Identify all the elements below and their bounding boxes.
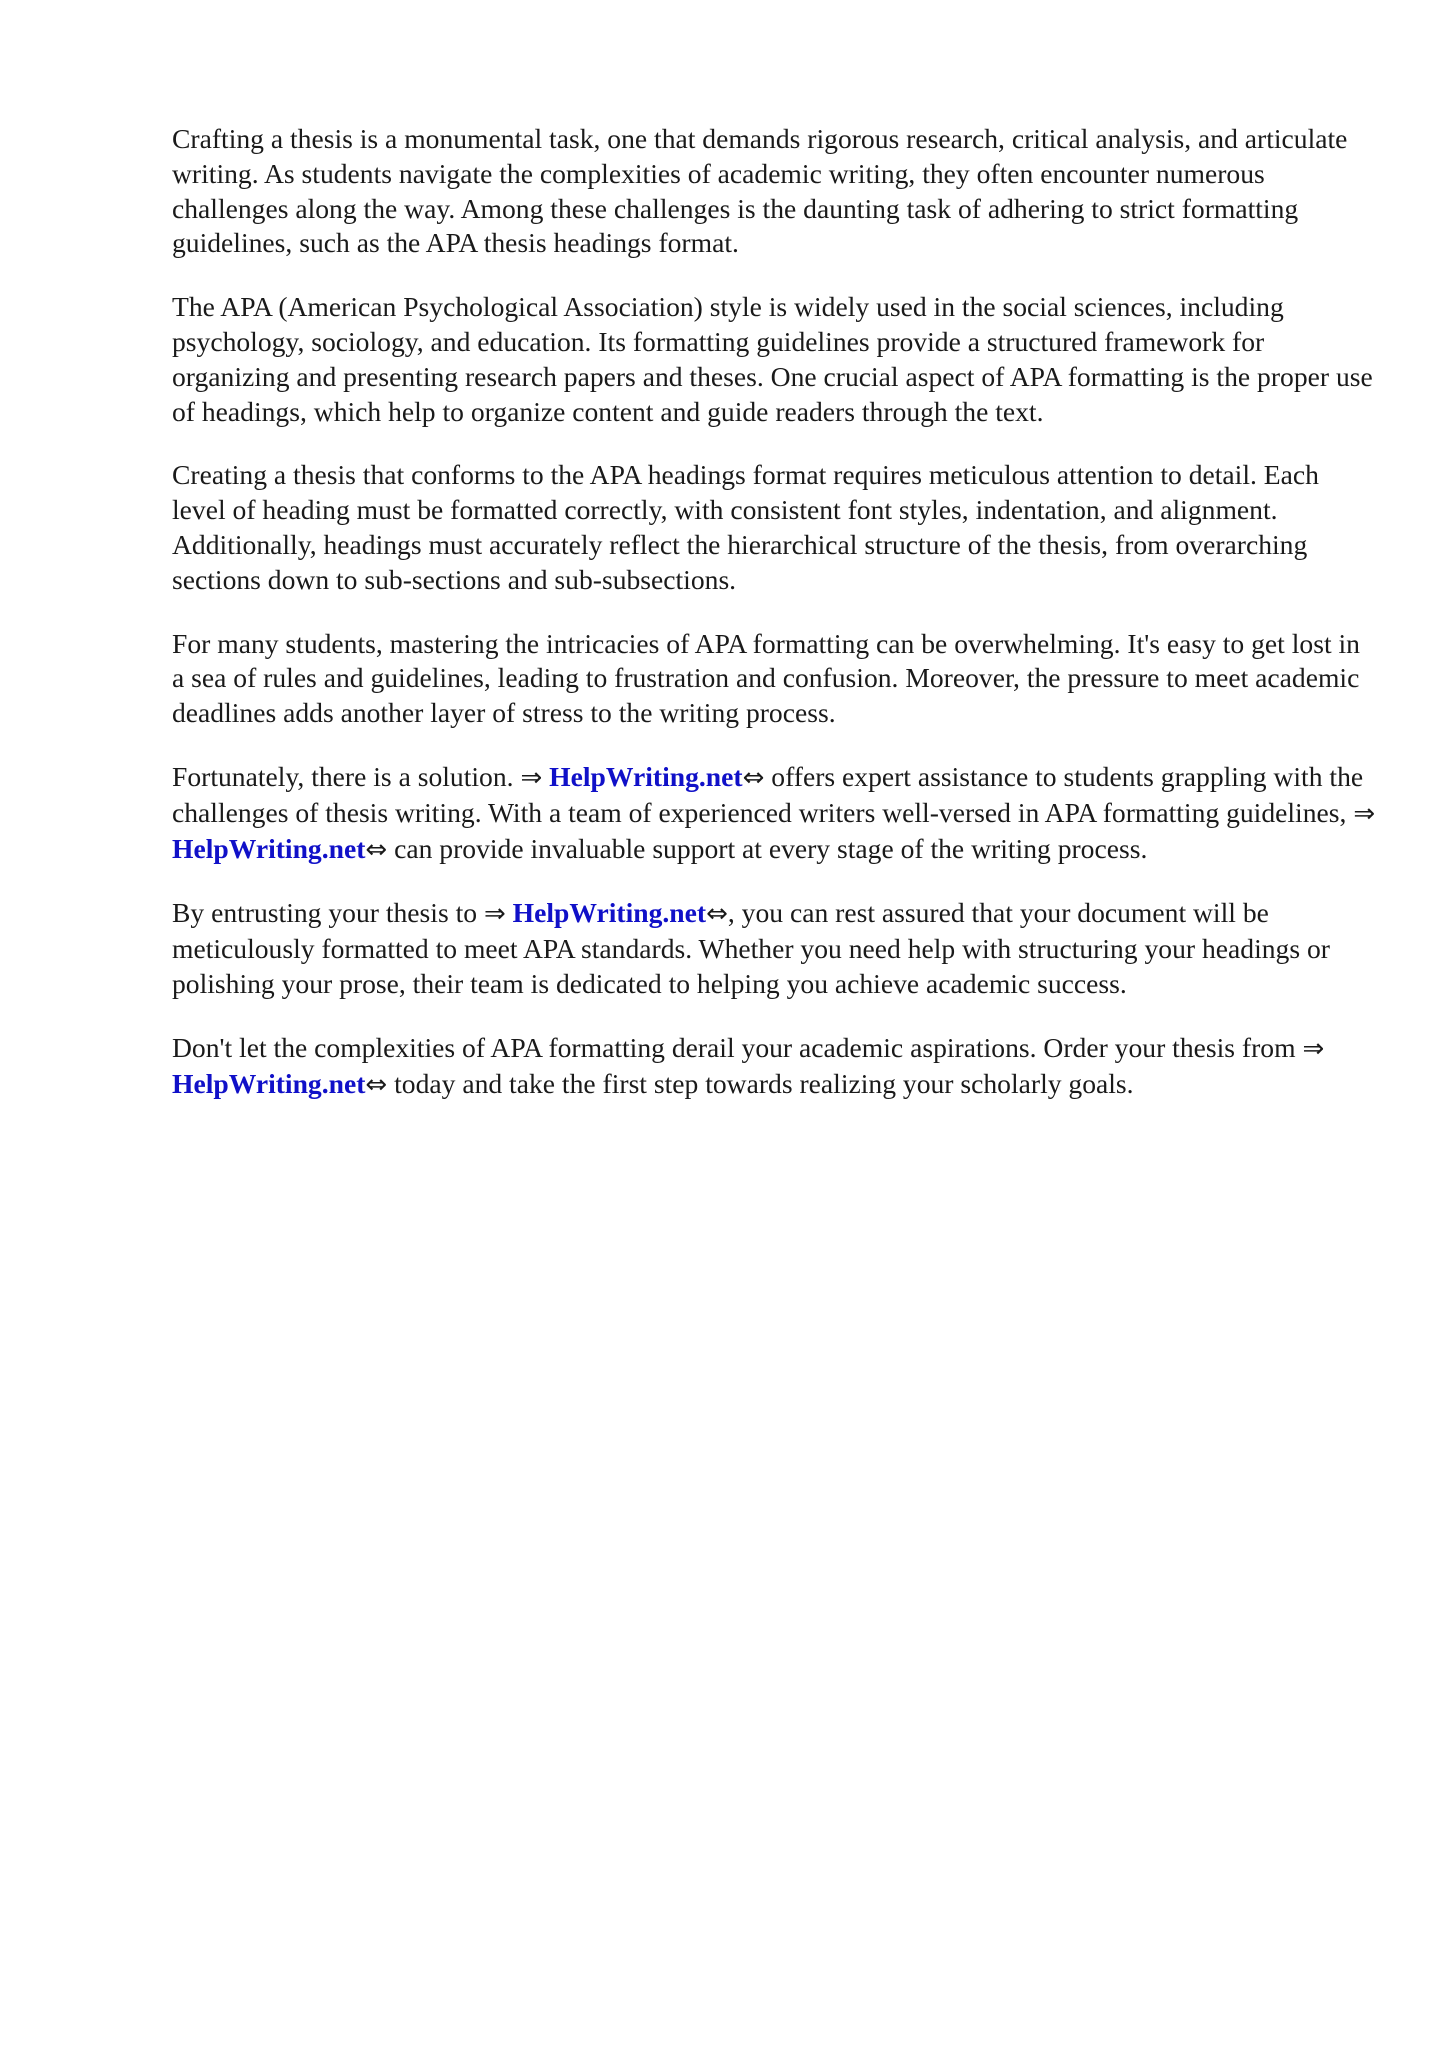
paragraph-text: Fortunately, there is a solution. xyxy=(172,760,521,792)
paragraph-text: can provide invaluable support at every stage of the writing process. xyxy=(387,832,1148,864)
double-arrow-icon: ⇔ xyxy=(365,834,388,865)
right-arrow-icon: ⇒ xyxy=(1302,1033,1325,1064)
paragraph-intro xyxy=(172,122,1377,261)
double-arrow-icon: ⇔ xyxy=(706,899,728,930)
paragraph-text: The APA (American Psychological Association) style is widely used in the social sciences, including psychology, sociology, and education. Its formatting guidelines provide a structured framework for organizing and presenting research papers and theses. One crucial aspect of APA formatting is the proper use of headings, which help to organize content and guide readers through the text. xyxy=(172,291,1373,427)
paragraph-text: By entrusting your thesis to xyxy=(172,897,484,929)
helpwriting-link[interactable]: HelpWriting.net xyxy=(172,832,366,864)
double-arrow-icon: ⇔ xyxy=(365,1069,388,1100)
helpwriting-link[interactable]: HelpWriting.net xyxy=(172,1067,366,1099)
paragraph-apa-style xyxy=(172,290,1377,429)
paragraph-solution xyxy=(172,760,1377,867)
helpwriting-link[interactable]: HelpWriting.net xyxy=(549,760,743,792)
paragraph-text: Creating a thesis that conforms to the APA headings format requires meticulous attention to detail. Each level of heading must be formatted correctly, with consistent font styles, indentation, and alignment. Additionally, headings must accurately reflect the hierarchical structure of the thesis, from overarching sections down to sub-sections and sub-subsections. xyxy=(172,459,1319,595)
paragraph-text: , you can rest assured that your document will be meticulously formatted to meet APA standards. Whether you need help with structuring your headings or polishing your prose, their team is dedicated to helping you achieve academic success. xyxy=(172,897,1330,999)
right-arrow-icon: ⇒ xyxy=(520,762,543,793)
paragraph-challenges xyxy=(172,627,1377,731)
paragraph-text: offers expert assistance to students grappling with the challenges of thesis writing. With a team of experienced writers well-versed in APA formatting guidelines, xyxy=(172,760,1364,828)
document-body xyxy=(172,122,1377,1131)
paragraph-text: Don't let the complexities of APA formatting derail your academic aspirations. Order your thesis from xyxy=(172,1031,1303,1063)
right-arrow-icon: ⇒ xyxy=(1353,798,1376,829)
paragraph-call-to-action xyxy=(172,1031,1377,1103)
paragraph-text: For many students, mastering the intricacies of APA formatting can be overwhelming. It's easy to get lost in a sea of rules and guidelines, leading to frustration and confusion. Moreover, the pressure to meet academic deadlines adds another layer of stress to the writing process. xyxy=(172,627,1360,729)
paragraph-entrusting xyxy=(172,896,1377,1001)
helpwriting-link[interactable]: HelpWriting.net xyxy=(512,897,707,929)
right-arrow-icon: ⇒ xyxy=(483,899,506,930)
paragraph-text: Crafting a thesis is a monumental task, one that demands rigorous research, critical analysis, and articulate writing. As students navigate the complexities of academic writing, they often encounter numerous challenges along the way. Among these challenges is the daunting task of adhering to strict formatting guidelines, such as the APA thesis headings format. xyxy=(172,123,1348,259)
paragraph-headings-format xyxy=(172,458,1377,597)
paragraph-text: today and take the first step towards realizing your scholarly goals. xyxy=(387,1067,1134,1099)
double-arrow-icon: ⇔ xyxy=(742,762,765,793)
